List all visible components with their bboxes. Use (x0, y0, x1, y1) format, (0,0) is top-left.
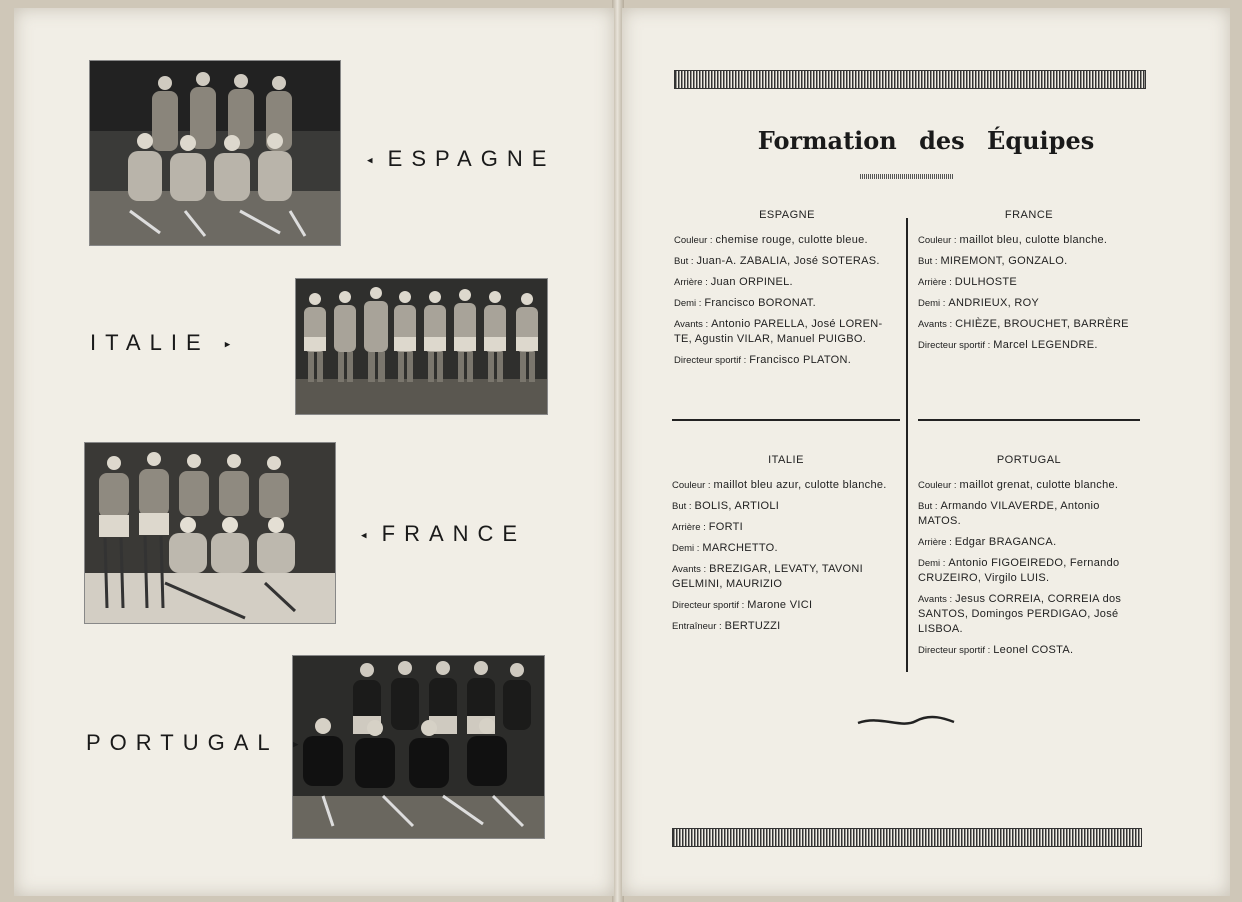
field-label: Arrière : (672, 522, 706, 533)
espagne-rows (674, 233, 900, 368)
espagne-row (674, 353, 900, 368)
field-value: Edgar BRAGANCA. (954, 536, 1057, 548)
team-label-espagne (367, 146, 555, 172)
france-row (918, 317, 1140, 332)
italie-row (672, 562, 900, 592)
espagne-row (674, 296, 900, 311)
field-value: Juan ORPINEL. (710, 276, 793, 288)
vertical-divider (906, 218, 908, 672)
team-photo-france (84, 442, 336, 624)
field-label: Couleur : (672, 480, 711, 491)
italie-heading: ITALIE (768, 454, 804, 466)
france-row (918, 254, 1140, 269)
swash-ornament (856, 713, 956, 729)
field-label: Demi : (918, 298, 946, 309)
espagne-row (674, 233, 900, 248)
field-label: Directeur sportif : (918, 340, 991, 351)
italie-row (672, 499, 900, 514)
espagne-row (674, 317, 900, 347)
field-value: Leonel COSTA. (993, 644, 1074, 656)
field-label: But : (672, 501, 692, 512)
horizontal-divider-left (672, 419, 900, 421)
field-value: Armando VILAVERDE, Antonio MATOS. (918, 500, 1100, 527)
left-page (14, 8, 614, 896)
portugal-row (918, 499, 1140, 529)
field-label: Avants : (674, 319, 709, 330)
page-title: Formation des Équipes (757, 126, 1095, 155)
field-value: maillot bleu, culotte blanche. (959, 234, 1108, 246)
field-label: Demi : (674, 298, 702, 309)
italie-row (672, 598, 900, 613)
field-value: DULHOSTE (954, 276, 1018, 288)
italie-lineup (672, 453, 900, 640)
field-value: BREZIGAR, LEVATY, TAVONI GELMINI, MAURIZIO (672, 563, 863, 590)
france-row (918, 296, 1140, 311)
espagne-row (674, 275, 900, 290)
portugal-lineup (918, 453, 1140, 664)
field-label: Entraîneur : (672, 621, 722, 632)
field-label: Couleur : (674, 235, 713, 246)
team-photo-france-image (85, 443, 335, 623)
france-row (918, 338, 1140, 353)
field-label: Demi : (918, 558, 946, 569)
team-name-france: FRANCE (381, 521, 527, 546)
field-value: Francisco BORONAT. (704, 297, 816, 309)
france-lineup (918, 208, 1140, 359)
field-value: Francisco PLATON. (749, 354, 852, 366)
field-value: chemise rouge, culotte bleue. (715, 234, 868, 246)
espagne-lineup (674, 208, 900, 374)
team-name-italie: ITALIE (90, 330, 210, 355)
italie-row (672, 619, 900, 634)
portugal-rows (918, 478, 1140, 658)
portugal-row (918, 535, 1140, 550)
field-value: BERTUZZI (724, 620, 781, 632)
field-label: Couleur : (918, 235, 957, 246)
field-label: But : (918, 501, 938, 512)
field-label: Arrière : (918, 277, 952, 288)
team-photo-espagne (89, 60, 341, 246)
team-label-portugal (86, 730, 298, 756)
italie-row (672, 541, 900, 556)
espagne-heading: ESPAGNE (759, 209, 815, 221)
team-photo-portugal (292, 655, 545, 839)
field-value: MARCHETTO. (702, 542, 778, 554)
france-rows (918, 233, 1140, 353)
right-page (622, 8, 1230, 896)
field-value: Antonio PARELLA, José LOREN-TE, Agustin VILAR, Manuel PUIGBO. (674, 318, 883, 345)
team-name-portugal: PORTUGAL (86, 730, 278, 755)
title-underline (860, 174, 954, 179)
field-value: FORTI (708, 521, 744, 533)
portugal-row (918, 478, 1140, 493)
team-name-espagne: ESPAGNE (387, 146, 556, 171)
field-label: Arrière : (918, 537, 952, 548)
field-label: Avants : (918, 319, 953, 330)
field-label: Directeur sportif : (672, 600, 745, 611)
top-ornament-bar (674, 70, 1146, 89)
arrow-right-icon: ▸ (292, 738, 299, 751)
portugal-heading: PORTUGAL (996, 454, 1062, 466)
portugal-row (918, 643, 1140, 658)
field-label: Directeur sportif : (674, 355, 747, 366)
field-value: MIREMONT, GONZALO. (940, 255, 1068, 267)
field-label: But : (674, 256, 694, 267)
team-photo-portugal-image (293, 656, 544, 838)
portugal-row (918, 556, 1140, 586)
field-value: maillot grenat, culotte blanche. (959, 479, 1119, 491)
field-value: Jesus CORREIA, CORREIA dos SANTOS, Domingos PERDIGAO, José LISBOA. (918, 593, 1122, 635)
field-label: Avants : (918, 594, 953, 605)
team-label-italie (90, 330, 230, 356)
field-label: Directeur sportif : (918, 645, 991, 656)
team-photo-italie (295, 278, 548, 415)
italie-rows (672, 478, 900, 634)
arrow-right-icon: ▸ (224, 338, 231, 351)
field-value: maillot bleu azur, culotte blanche. (713, 479, 887, 491)
espagne-row (674, 254, 900, 269)
field-label: Avants : (672, 564, 707, 575)
field-label: But : (918, 256, 938, 267)
arrow-left-icon: ◂ (367, 154, 373, 167)
italie-row (672, 478, 900, 493)
arrow-left-icon: ◂ (361, 529, 367, 542)
france-row (918, 275, 1140, 290)
field-label: Arrière : (674, 277, 708, 288)
team-photo-espagne-image (90, 61, 340, 245)
bottom-ornament-bar (672, 828, 1142, 847)
field-value: BOLIS, ARTIOLI (694, 500, 780, 512)
field-value: Antonio FIGOEIREDO, Fernando CRUZEIRO, Virgilo LUIS. (918, 557, 1120, 584)
field-label: Couleur : (918, 480, 957, 491)
portugal-row (918, 592, 1140, 637)
field-value: Juan-A. ZABALIA, José SOTERAS. (696, 255, 880, 267)
france-row (918, 233, 1140, 248)
team-photo-italie-image (296, 279, 547, 414)
team-label-france (361, 521, 526, 547)
field-value: CHIÈZE, BROUCHET, BARRÈRE (955, 318, 1129, 330)
field-value: ANDRIEUX, ROY (948, 297, 1040, 309)
field-value: Marone VICI (747, 599, 813, 611)
field-label: Demi : (672, 543, 700, 554)
france-heading: FRANCE (1004, 209, 1054, 221)
field-value: Marcel LEGENDRE. (993, 339, 1098, 351)
horizontal-divider-right (918, 419, 1140, 421)
italie-row (672, 520, 900, 535)
